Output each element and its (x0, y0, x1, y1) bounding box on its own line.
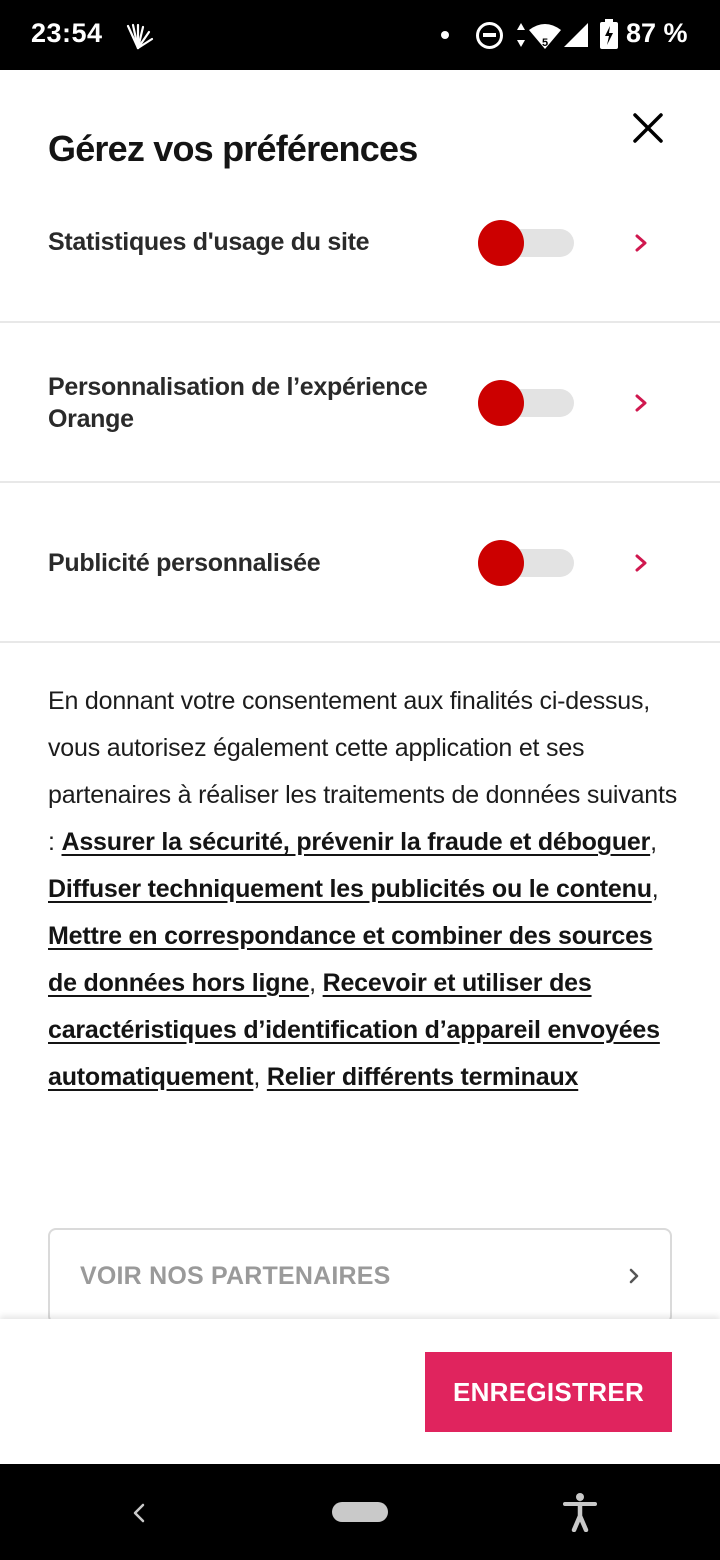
close-button[interactable] (624, 104, 672, 152)
purpose-link-offline-data[interactable]: Mettre en correspondance et combiner des sources de données hors ligne (48, 922, 653, 997)
chevron-right-icon (624, 1266, 644, 1286)
personalized-ads-toggle[interactable] (478, 540, 574, 586)
do-not-disturb-icon (476, 22, 503, 49)
separator: , (309, 969, 323, 997)
separator: , (651, 875, 659, 903)
separator: , (253, 1063, 267, 1091)
status-bar (0, 0, 720, 70)
chevron-right-icon[interactable] (630, 552, 652, 574)
orange-experience-toggle[interactable] (478, 380, 574, 426)
usage-statistics-toggle[interactable] (478, 220, 574, 266)
consent-paragraph (48, 678, 678, 1101)
footer (0, 1319, 720, 1464)
save-button[interactable]: ENREGISTRER (425, 1352, 672, 1432)
signal-icon (563, 22, 589, 48)
page-title: Gérez vos préférences (48, 128, 418, 169)
preference-label: Personnalisation de l’expérience Orange (48, 373, 428, 433)
purpose-link-security[interactable]: Assurer la sécurité, prévenir la fraude et déboguer (61, 828, 651, 856)
wifi-icon (528, 22, 562, 50)
app-notification-icon (122, 22, 154, 50)
preference-row-personalized-ads (0, 483, 720, 641)
see-partners-label: VOIR NOS PARTENAIRES (80, 1262, 391, 1290)
notification-dot-icon (441, 31, 449, 39)
battery-charging-icon (600, 19, 618, 49)
chevron-right-icon[interactable] (630, 232, 652, 254)
status-time: 23:54 (31, 18, 103, 48)
data-arrows-icon (515, 20, 527, 50)
preference-row-usage-statistics (0, 210, 720, 322)
preference-label: Publicité personnalisée (48, 549, 321, 577)
separator: , (650, 828, 657, 856)
purpose-link-ad-delivery[interactable]: Diffuser techniquement les publicités ou le contenu (48, 875, 652, 903)
preference-row-orange-experience (0, 323, 720, 481)
toggle-thumb (478, 540, 524, 586)
back-icon[interactable] (128, 1500, 150, 1526)
purpose-link-device-identification[interactable]: Recevoir et utiliser des caractéristiques d’identification d’appareil envoyées automatiquement (48, 969, 660, 1091)
see-partners-button[interactable] (48, 1228, 672, 1324)
consent-intro: En donnant votre consentement aux finalités ci-dessus, vous autorisez également cette application et ses partenaires à réaliser les traitements de données suivants : (48, 687, 678, 856)
battery-percentage: 87 % (626, 18, 688, 48)
divider (0, 641, 720, 643)
toggle-thumb (478, 380, 524, 426)
toggle-thumb (478, 220, 524, 266)
close-icon (624, 104, 672, 152)
svg-text:5: 5 (542, 37, 549, 49)
chevron-right-icon[interactable] (630, 392, 652, 414)
purpose-link-link-devices[interactable]: Relier différents terminaux (266, 1063, 579, 1091)
preference-label: Statistiques d'usage du site (48, 228, 370, 256)
home-pill[interactable] (332, 1502, 388, 1522)
accessibility-icon[interactable] (562, 1492, 598, 1532)
